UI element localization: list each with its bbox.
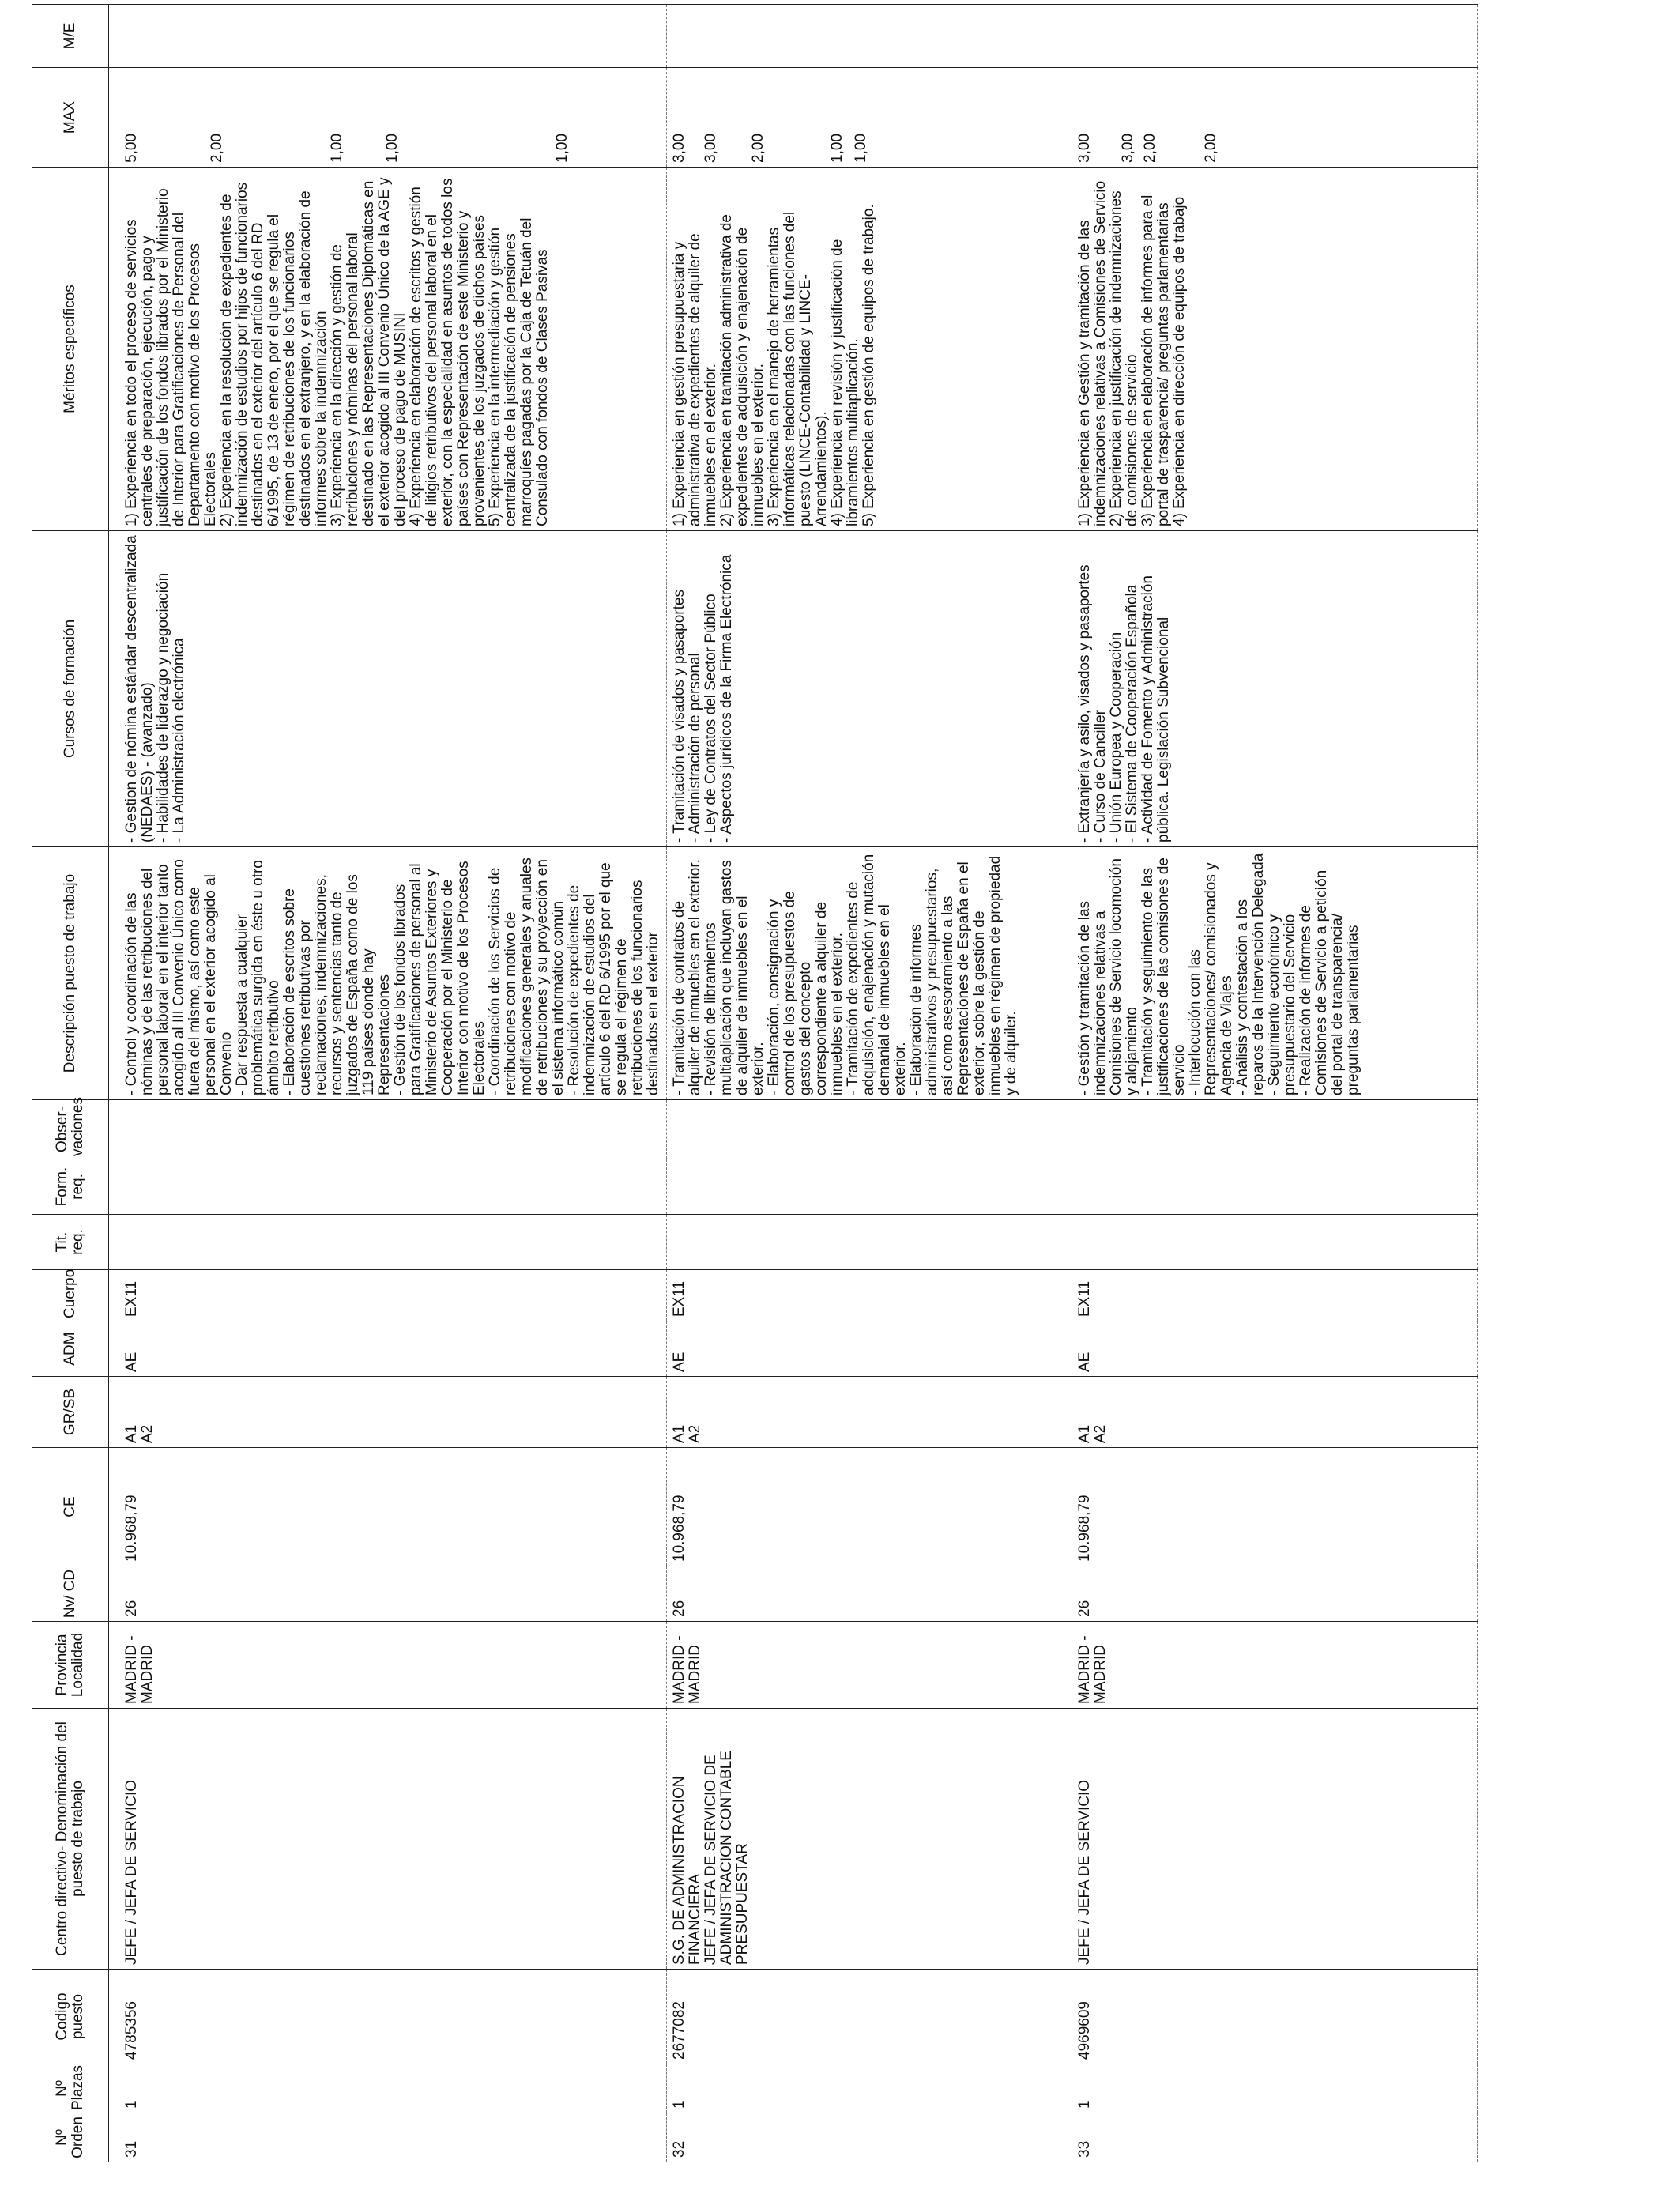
header-descripcion: Descripción puesto de trabajo: [32, 847, 109, 1100]
cell-grupo: A1 A2: [1072, 1377, 1478, 1448]
cell-titulacion: [119, 1215, 667, 1270]
header-cursos: Cursos de formación: [32, 531, 109, 847]
table-row: [667, 5, 1072, 2162]
cell-me: [1072, 5, 1478, 68]
cell-cuerpo: EX11: [119, 1270, 667, 1321]
max-value: 1,00: [329, 134, 345, 163]
cell-cursos: - Tramitación de visados y pasaportes - Administración de personal - Ley de Contratos del Sector Público - Aspectos jurídicos de la Firma Electrónica: [667, 531, 1072, 847]
header-cuerpo: Cuerpo: [32, 1270, 109, 1321]
cell-ce: 10.968,79: [667, 1448, 1072, 1566]
table-row: [119, 5, 667, 2162]
max-value: 2,00: [1142, 134, 1158, 163]
cell-me: [667, 5, 1072, 68]
cell-max: [119, 68, 667, 168]
positions-table: [32, 4, 1478, 2162]
cell-observaciones: [667, 1100, 1072, 1159]
table-header-row: [32, 5, 109, 2162]
header-ce: CE: [32, 1448, 109, 1566]
max-value: 5,00: [123, 134, 140, 163]
table-body: [109, 5, 1478, 2162]
cell-formacion: [1072, 1159, 1478, 1215]
cell-orden: 33: [1072, 2113, 1478, 2162]
cell-formacion: [667, 1159, 1072, 1215]
cell-descripcion: - Tramitación de contratos de alquiler de inmuebles en el exterior. - Revisión de libramientos multiaplicación que incluyan gastos de alquiler de inmuebles en el exterior. - Elaboración, consignación y control de los presupuestos de gastos del concepto correspondiente a alquiler de inmuebles en el exterior. - Tramitación de expedientes de adquisición, enajenación y mutación demanial de inmuebles en el exterior. - Elaboración de informes administrativos y presupuestarios, así como asesoramiento a las Representaciones de España en el exterior, sobre la gestión de inmuebles en régimen de propiedad y de alquiler.: [667, 847, 1072, 1100]
table-row: [1072, 5, 1478, 2162]
cell-centro: [1072, 1709, 1478, 1970]
cell-provincia: MADRID - MADRID: [119, 1622, 667, 1709]
cell-cursos: - Gestion de nómina estándar descentralizada (NEDAES) - (avanzado) - Habilidades de liderazgo y negociación - La Administración electrónica: [119, 531, 667, 847]
header-orden: Nº Orden: [32, 2113, 109, 2162]
header-adm: ADM: [32, 1321, 109, 1377]
cell-descripcion: - Gestión y tramitación de las indemnizaciones relativas a Comisiones de Servicio locomoción y alojamiento - Tramitación y seguimiento de las justificaciones de las comisiones de servicio - Interlocución con las Representaciones/ comisionados y Agencia de Viajes - Análisis y contestación a los reparos de la Intervención Delegada - Seguimiento económico y presupuestario del Servicio - Realización de informes de Comisiones de Servicio a petición del portal de transparencia/ preguntas parlamentarias: [1072, 847, 1478, 1100]
cell-titulacion: [667, 1215, 1072, 1270]
cell-plazas: 1: [119, 2064, 667, 2113]
header-centro: Centro directivo- Denominación del puesto de trabajo: [32, 1709, 109, 1970]
max-value: 2,00: [209, 134, 225, 163]
cell-me: [119, 5, 667, 68]
cell-meritos: 1) Experiencia en todo el proceso de servicios centrales de preparación, ejecución, pago y justificación de los fondos librados por el Ministerio de Interior para Gratificaciones de Personal del Departamento con motivo de los Procesos Electorales 2) Experiencia en la resolución de expedientes de indemnización de estudios por hijos de funcionarios destinados en el exterior del artículo 6 del RD 6/1995, de 13 de enero, por el que se regula el régimen de retribuciones de los funcionarios destinados en el extranjero, y en la elaboración de informes sobre la indemnización 3) Experiencia en la dirección y gestión de retribuciones y nóminas del personal laboral destinado en las Representaciones Diplomáticas en el exterior acogido al III Convenio Único de la AGE y del proceso de pago de MUSINI 4) Experiencia en elaboración de escritos y gestión de litigios retributivos del personal laboral en el exterior, con la especialidad en asuntos de todos los países con Representación de este Ministerio y provenientes de los juzgados de dichos países 5) Experiencia en la intermediación y gestión centralizada de la justificación de pensiones marroquíes pagadas por la Caja de Tetuán del Consulado con fondos de Clases Pasivas: [119, 168, 667, 531]
cell-denominacion: JEFE / JEFA DE SERVICIO: [1076, 1779, 1093, 1965]
header-me: M/E: [32, 5, 109, 68]
cell-grupo: A1 A2: [667, 1377, 1072, 1448]
max-value: 3,00: [1120, 134, 1136, 163]
cell-adm: AE: [1072, 1321, 1478, 1377]
cell-plazas: 1: [1072, 2064, 1478, 2113]
cell-cuerpo: EX11: [667, 1270, 1072, 1321]
header-provincia: Provincia Localidad: [32, 1622, 109, 1709]
cell-provincia: MADRID - MADRID: [667, 1622, 1072, 1709]
cell-centro: [119, 1709, 667, 1970]
header-titulacion: Tit. req.: [32, 1215, 109, 1270]
cell-adm: AE: [667, 1321, 1072, 1377]
cell-codigo: 2677082: [667, 1970, 1072, 2064]
header-grupo: GR/SB: [32, 1377, 109, 1448]
table-spacer-row: [109, 5, 119, 2162]
max-value: 1,00: [853, 134, 869, 163]
cell-orden: 32: [667, 2113, 1072, 2162]
cell-observaciones: [1072, 1100, 1478, 1159]
cell-descripcion: - Control y coordinación de las nóminas y de las retribuciones del personal laboral en el interior tanto acogido al III Convenio Único como fuera del mismo, así como este personal en el exterior acogido al Convenio - Dar respuesta a cualquier problemática surgida en éste u otro ámbito retributivo - Elaboración de escritos sobre cuestiones retributivas por reclamaciones, indemnizaciones, recursos y sentencias tanto de juzgados de España como de los 119 países donde hay Representaciones - Gestión de los fondos librados para Gratificaciones de personal al Ministerio de Asuntos Exteriores y Cooperación por el Ministerio de Interior con motivo de los Procesos Electorales - Coordinación de los Servicios de retribuciones con motivo de modificaciones generales y anuales de retribuciones y su proyección en el sistema informático común - Resolución de expedientes de indemnización de estudios del artículo 6 del RD 6/1995 por el que se regula el régimen de retribuciones de los funcionarios destinados en el exterior: [119, 847, 667, 1100]
cell-provincia: MADRID - MADRID: [1072, 1622, 1478, 1709]
cell-centro: [667, 1709, 1072, 1970]
cell-observaciones: [119, 1100, 667, 1159]
cell-nivel: 26: [119, 1566, 667, 1622]
cell-titulacion: [1072, 1215, 1478, 1270]
max-value: 3,00: [1076, 134, 1093, 163]
cell-meritos: 1) Experiencia en Gestión y tramitación de las indemnizaciones relativas a Comisiones de Servicio 2) Experiencia en justificación de indemnizaciones de comisiones de servicio 3) Experiencia en elaboración de informes para el portal de trasparencia/ preguntas parlamentarias 4) Experiencia en dirección de equipos de trabajo: [1072, 168, 1478, 531]
cell-ce: 10.968,79: [119, 1448, 667, 1566]
cell-denominacion: JEFE / JEFA DE SERVICIO DE ADMINISTRACION CONTABLE PRESUPUESTAR: [703, 1751, 751, 1965]
header-observaciones: Obser- vaciones: [32, 1100, 109, 1159]
max-value: 1,00: [384, 134, 401, 163]
cell-plazas: 1: [667, 2064, 1072, 2113]
header-nivel: Nv/ CD: [32, 1566, 109, 1622]
cell-codigo: 4785356: [119, 1970, 667, 2064]
cell-nivel: 26: [1072, 1566, 1478, 1622]
header-formacion: Form. req.: [32, 1159, 109, 1215]
max-value: 2,00: [750, 134, 767, 163]
cell-adm: AE: [119, 1321, 667, 1377]
cell-cuerpo: EX11: [1072, 1270, 1478, 1321]
header-meritos: Méritos específicos: [32, 168, 109, 531]
max-value: 1,00: [829, 134, 846, 163]
cell-ce: 10.968,79: [1072, 1448, 1478, 1566]
cell-codigo: 4969609: [1072, 1970, 1478, 2064]
header-plazas: Nº Plazas: [32, 2064, 109, 2113]
header-codigo: Codigo puesto: [32, 1970, 109, 2064]
header-max: MAX: [32, 68, 109, 168]
cell-max: [667, 68, 1072, 168]
max-value: 3,00: [671, 134, 687, 163]
max-value: 1,00: [554, 134, 571, 163]
cell-orden: 31: [119, 2113, 667, 2162]
cell-meritos: 1) Experiencia en gestión presupuestaria y administrativa de expedientes de alquiler de inmuebles en el exterior. 2) Experiencia en tramitación administrativa de expedientes de adquisición y enajenación de inmuebles en el exterior. 3) Experiencia en el manejo de herramientas informáticas relacionadas con las funciones del puesto (LINCE-Contabilidad y LINCE-Arrendamientos). 4) Experiencia en revisión y justificación de libramientos multiaplicación. 5) Experiencia en gestión de equipos de trabajo.: [667, 168, 1072, 531]
max-value: 3,00: [703, 134, 719, 163]
cell-cursos: - Extranjería y asilo, visados y pasaportes - Curso de Canciller - Unión Europea y Cooperación - El Sistema de Cooperación Española - Actividad de Fomento y Administración pública. Legislación Subvencional: [1072, 531, 1478, 847]
cell-nivel: 26: [667, 1566, 1072, 1622]
cell-formacion: [119, 1159, 667, 1215]
cell-unit: S.G. DE ADMINISTRACION FINANCIERA: [671, 1776, 703, 1965]
max-value: 2,00: [1203, 134, 1219, 163]
cell-grupo: A1 A2: [119, 1377, 667, 1448]
cell-max: [1072, 68, 1478, 168]
cell-denominacion: JEFE / JEFA DE SERVICIO: [123, 1779, 140, 1965]
